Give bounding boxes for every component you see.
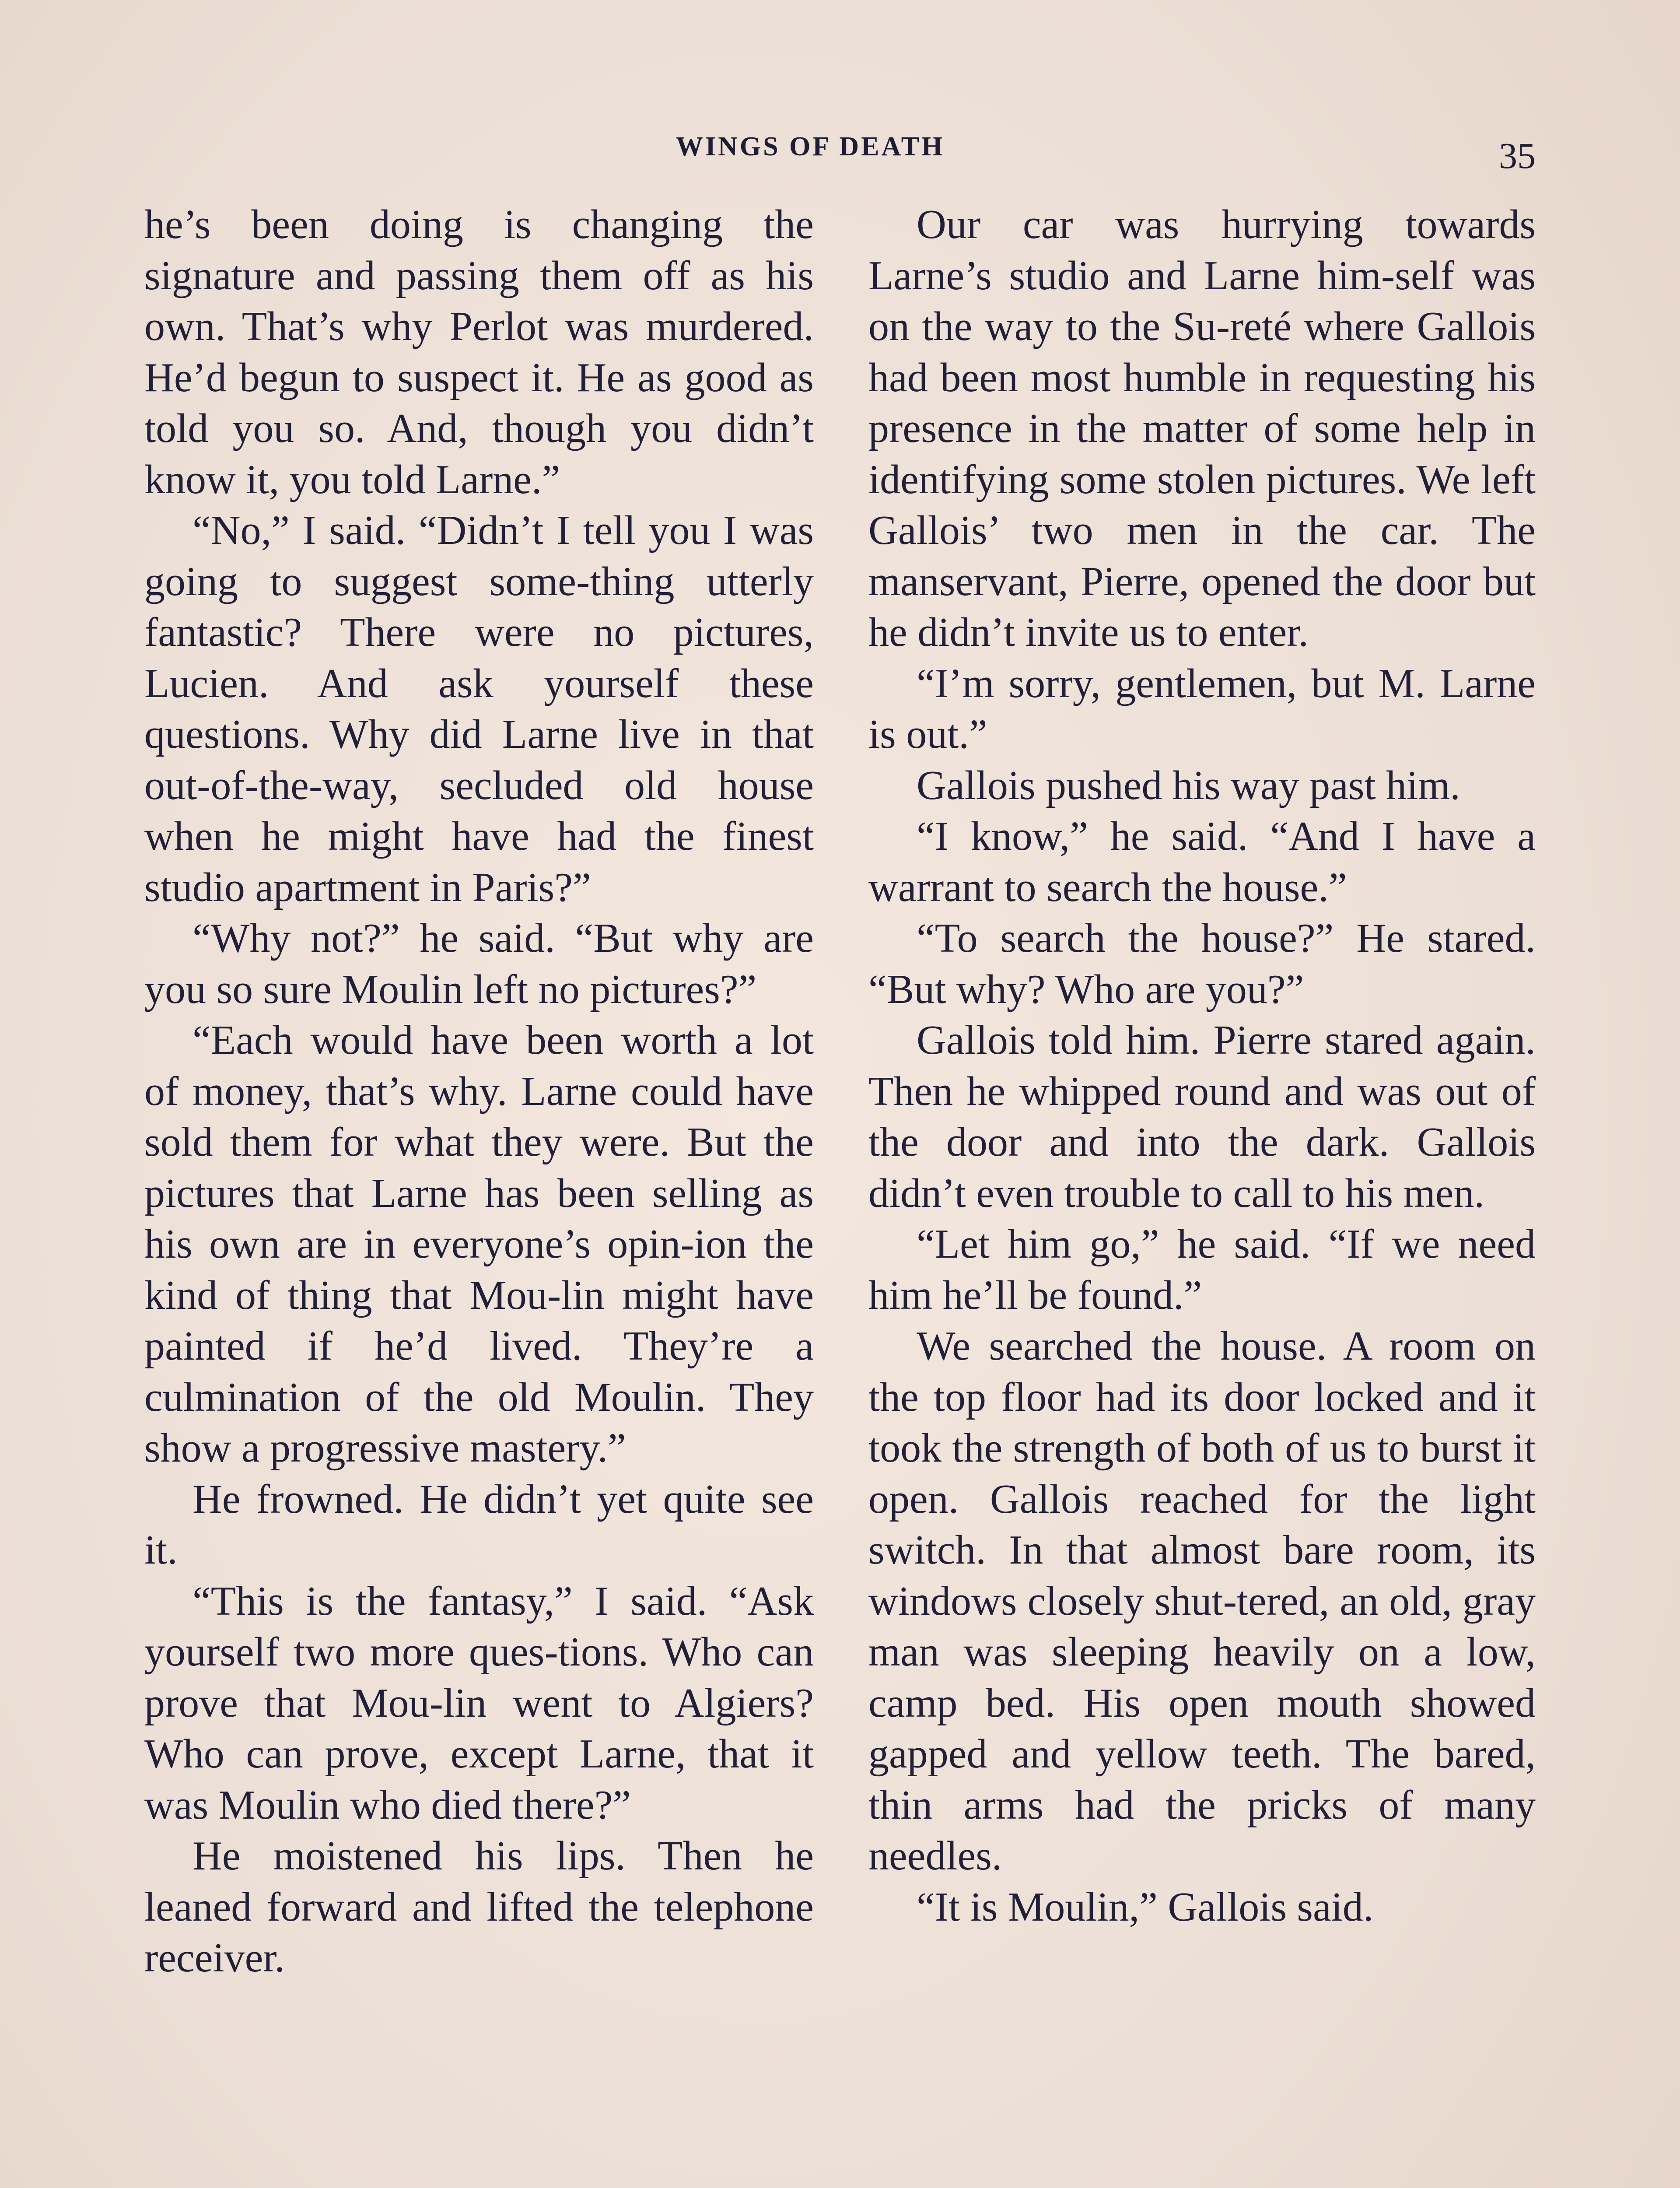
paragraph: He moistened his lips. Then he leaned forward and lifted the telephone receiver. (144, 1833, 814, 1981)
paragraph: Gallois pushed his way past him. (917, 762, 1460, 808)
page-number: 35 (1499, 136, 1536, 176)
paragraph: “I know,” he said. “And I have a warrant to search the house.” (868, 813, 1536, 910)
paragraph: We searched the house. A room on the top floor had its door locked and it took the strength of both of us to burst it open. Gallois reached for the light switch. In that almost bare room, its windows closely shut-tered, an old, gray man was sleeping heavily on a low, camp bed. His open mouth showed gapped and yellow teeth. The bared, thin arms had the pricks of many needles. (868, 1323, 1536, 1879)
paragraph: “To search the house?” He stared. “But why? Who are you?” (868, 915, 1536, 1012)
paragraph: “Let him go,” he said. “If we need him he’ll be found.” (868, 1221, 1536, 1318)
paragraph: “No,” I said. “Didn’t I tell you I was going to suggest some-thing utterly fantastic? There were no pictures, Lucien. And ask yourself these questions. Why did Larne live in that out-of-the-way, secluded old house when he might have had the finest studio apartment in Paris?” (144, 508, 814, 910)
paragraph: he’s been doing is changing the signature and passing them off as his own. That’s why Perlot was murdered. He’d begun to suspect it. He as good as told you so. And, though you didn’t know it, you told Larne.” (144, 202, 814, 502)
left-column (144, 199, 814, 1984)
paragraph: Gallois told him. Pierre stared again. Then he whipped round and was out of the door and into the dark. Gallois didn’t even trouble to call to his men. (868, 1017, 1536, 1216)
paragraph: “This is the fantasy,” I said. “Ask yourself two more ques-tions. Who can prove that Mou-lin went to Algiers? Who can prove, except Larne, that it was Moulin who died there?” (144, 1578, 814, 1828)
paragraph: Our car was hurrying towards Larne’s studio and Larne him-self was on the way to the Su-reté where Gallois had been most humble in requesting his presence in the matter of some help in identifying some stolen pictures. We left Gallois’ two men in the car. The manservant, Pierre, opened the door but he didn’t invite us to enter. (868, 202, 1536, 655)
running-title: WINGS OF DEATH (676, 132, 945, 161)
paragraph: He frowned. He didn’t yet quite see it. (144, 1476, 814, 1573)
paragraph: “It is Moulin,” Gallois said. (917, 1884, 1374, 1930)
paragraph: “Why not?” he said. “But why are you so sure Moulin left no pictures?” (144, 915, 814, 1012)
paragraph: “I’m sorry, gentlemen, but M. Larne is out.” (868, 660, 1536, 757)
paragraph: “Each would have been worth a lot of money, that’s why. Larne could have sold them for what they were. But the pictures that Larne has been selling as his own are in everyone’s opin-ion the kind of thing that Mou-lin might have painted if he’d lived. They’re a culmination of the old Moulin. They show a progressive mastery.” (144, 1017, 814, 1471)
right-column (868, 199, 1536, 1932)
